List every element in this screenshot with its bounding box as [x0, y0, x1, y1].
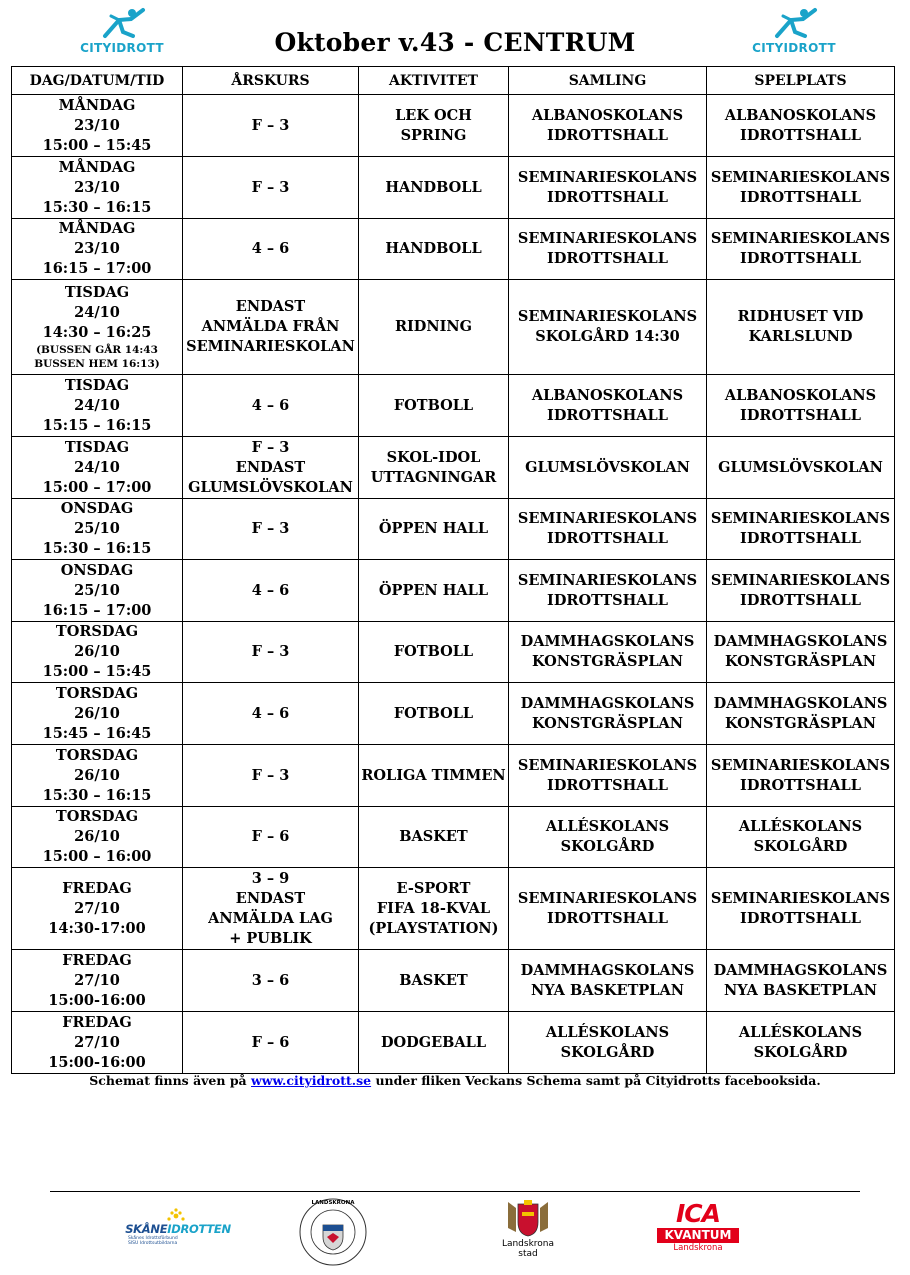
- date-text: 26/10: [74, 643, 120, 660]
- day-text: TISDAG: [64, 284, 130, 301]
- cell-line: GLUMSLÖVSKOLAN: [718, 458, 883, 476]
- table-row: [12, 868, 895, 950]
- cell-line: IDROTTSHALL: [547, 250, 668, 267]
- seal-icon: [298, 1197, 368, 1267]
- activity-cell: [359, 745, 509, 807]
- date-time-cell: [12, 745, 183, 807]
- venue-cell: [707, 683, 895, 745]
- grade-cell: [183, 219, 359, 280]
- day-text: TISDAG: [64, 376, 130, 394]
- cell-line: DAMMHAGSKOLANS: [713, 961, 888, 979]
- time-text: 15:30 – 16:15: [42, 786, 152, 804]
- cell-line: SEMINARIESKOLANS: [517, 510, 698, 527]
- date-text: 23/10: [74, 240, 120, 257]
- cell-line: SKOLGÅRD 14:30: [535, 328, 680, 345]
- cell-line: + PUBLIK: [229, 929, 312, 947]
- activity-cell: [359, 683, 509, 745]
- cell-line: IDROTTSHALL: [740, 126, 861, 144]
- cell-line: SEMINARIESKOLANS: [710, 168, 891, 186]
- meeting-cell: [509, 499, 707, 560]
- cell-line: 3 – 9: [251, 869, 290, 887]
- activity-cell: [359, 280, 509, 375]
- cell-line: SEMINARIESKOLANS: [710, 889, 891, 907]
- date-time-cell: [12, 622, 183, 683]
- meeting-cell: [509, 950, 707, 1012]
- cell-line: SEMINARIESKOLANS: [710, 571, 891, 589]
- cell-line: ALBANOSKOLANS: [531, 106, 684, 124]
- cell-line: IDROTTSHALL: [740, 909, 861, 927]
- table-row: [12, 280, 895, 375]
- day-text: TISDAG: [64, 438, 130, 456]
- table-row: [12, 560, 895, 622]
- table-row: [12, 745, 895, 807]
- skaneidrotten-text: SKÅNE: [125, 1222, 168, 1236]
- cell-line: ALBANOSKOLANS: [531, 386, 684, 404]
- date-time-cell: [12, 560, 183, 622]
- grade-cell: [183, 683, 359, 745]
- table-row: [12, 499, 895, 560]
- table-row: [12, 1012, 895, 1074]
- grade-cell: [183, 950, 359, 1012]
- cell-line: DAMMHAGSKOLANS: [713, 633, 888, 650]
- cell-line: SEMINARIESKOLANS: [517, 168, 698, 186]
- grade-cell: [183, 868, 359, 950]
- cell-line: ALLÉSKOLANS: [545, 1023, 670, 1041]
- activity-cell: [359, 499, 509, 560]
- meeting-cell: [509, 437, 707, 499]
- cell-line: 4 – 6: [251, 581, 290, 599]
- cell-line: SKOLGÅRD: [560, 1043, 655, 1061]
- cell-line: SEMINARIESKOLANS: [710, 756, 891, 774]
- cell-line: BASKET: [399, 828, 468, 845]
- venue-cell: [707, 745, 895, 807]
- time-text: 15:30 – 16:15: [42, 198, 152, 216]
- activity-cell: [359, 868, 509, 950]
- table-header-row: [12, 67, 895, 95]
- time-text: 14:30 – 16:25: [42, 324, 152, 341]
- bus-note: (BUSSEN GÅR 14:43 BUSSEN HEM 16:13): [34, 344, 160, 370]
- skaneidrotten-subtext: Skånes Idrottsförbund: [128, 1236, 178, 1241]
- cell-line: ALLÉSKOLANS: [545, 818, 670, 835]
- cell-line: LEK OCH: [395, 106, 472, 124]
- time-text: 15:00 – 16:00: [42, 848, 152, 865]
- date-text: 24/10: [74, 304, 120, 321]
- date-text: 25/10: [74, 581, 120, 599]
- time-text: 15:00-16:00: [48, 1053, 146, 1071]
- cell-line: ANMÄLDA FRÅN: [201, 318, 340, 335]
- cell-line: GLUMSLÖVSKOLAN: [188, 478, 353, 496]
- cell-line: NYA BASKETPLAN: [723, 981, 877, 999]
- cell-line: ÖPPEN HALL: [378, 581, 489, 599]
- cell-line: IDROTTSHALL: [547, 126, 668, 144]
- table-row: [12, 437, 895, 499]
- grade-cell: [183, 807, 359, 868]
- ica-kvantum-logo: [656, 1201, 740, 1257]
- table-row: [12, 375, 895, 437]
- cell-line: F – 3: [251, 520, 290, 537]
- cell-line: SKOLGÅRD: [560, 838, 655, 855]
- cell-line: KONSTGRÄSPLAN: [724, 714, 877, 732]
- meeting-cell: [509, 745, 707, 807]
- cell-line: 4 – 6: [251, 704, 290, 722]
- venue-cell: [707, 95, 895, 157]
- day-text: TORSDAG: [55, 684, 139, 702]
- meeting-cell: [509, 807, 707, 868]
- activity-cell: [359, 560, 509, 622]
- cell-line: ANMÄLDA LAG: [208, 909, 333, 927]
- activity-cell: [359, 219, 509, 280]
- time-text: 15:00 – 15:45: [42, 663, 152, 680]
- landskrona-stad-text: Landskrona: [501, 1239, 555, 1249]
- venue-cell: [707, 950, 895, 1012]
- schedule-body: [12, 95, 895, 1074]
- page-title: Oktober v.43 - CENTRUM: [274, 28, 636, 57]
- venue-cell: [707, 375, 895, 437]
- date-time-cell: [12, 95, 183, 157]
- cell-line: ENDAST: [235, 298, 306, 315]
- meeting-cell: [509, 622, 707, 683]
- activity-cell: [359, 807, 509, 868]
- cell-line: UTTAGNINGAR: [370, 468, 497, 486]
- cell-line: RIDNING: [394, 318, 473, 335]
- table-row: [12, 95, 895, 157]
- cell-line: IDROTTSHALL: [740, 406, 861, 424]
- cityidrott-logo-text: CITYIDROTT: [80, 41, 164, 55]
- cell-line: (PLAYSTATION): [368, 919, 499, 937]
- cell-line: ALBANOSKOLANS: [724, 386, 877, 404]
- cell-line: SEMINARIESKOLANS: [517, 756, 698, 774]
- time-text: 16:15 – 17:00: [42, 260, 152, 277]
- meeting-cell: [509, 560, 707, 622]
- ica-kvantum-text: KVANTUM: [657, 1228, 739, 1243]
- column-header: SPELPLATS: [707, 67, 895, 95]
- time-text: 15:15 – 16:15: [42, 416, 152, 434]
- skaneidrotten-text: IDROTTEN: [167, 1222, 231, 1236]
- cell-line: 4 – 6: [251, 396, 290, 414]
- table-row: [12, 157, 895, 219]
- cell-line: GLUMSLÖVSKOLAN: [525, 458, 690, 476]
- cell-line: KONSTGRÄSPLAN: [531, 714, 684, 732]
- date-time-cell: [12, 807, 183, 868]
- cell-line: IDROTTSHALL: [547, 776, 668, 794]
- date-text: 25/10: [74, 520, 120, 537]
- day-text: FREDAG: [62, 951, 132, 969]
- cell-line: HANDBOLL: [385, 240, 482, 257]
- sun-dots-icon: [166, 1207, 186, 1223]
- column-header: SAMLING: [509, 67, 707, 95]
- day-text: MÅNDAG: [58, 220, 136, 237]
- footer-divider: [50, 1191, 860, 1192]
- column-header: AKTIVITET: [359, 67, 509, 95]
- cell-line: F – 3: [251, 766, 290, 784]
- cell-line: BASKET: [399, 971, 468, 989]
- cell-line: ALLÉSKOLANS: [738, 1023, 863, 1041]
- cell-line: DAMMHAGSKOLANS: [520, 633, 695, 650]
- time-text: 14:30-17:00: [48, 919, 146, 937]
- table-row: [12, 807, 895, 868]
- cell-line: IDROTTSHALL: [547, 530, 668, 547]
- grade-cell: [183, 95, 359, 157]
- landskrona-stad-logo: [498, 1198, 558, 1264]
- cell-line: DODGEBALL: [380, 1033, 487, 1051]
- skaneidrotten-subtext: SISU Idrottsutbildarna: [128, 1241, 178, 1246]
- meeting-cell: [509, 1012, 707, 1074]
- date-time-cell: [12, 1012, 183, 1074]
- footer-note: [0, 1073, 910, 1088]
- activity-cell: [359, 157, 509, 219]
- cell-line: SKOLGÅRD: [753, 838, 848, 855]
- venue-cell: [707, 157, 895, 219]
- seal-text: LANDSKRONA: [311, 1200, 355, 1206]
- venue-cell: [707, 499, 895, 560]
- meeting-cell: [509, 683, 707, 745]
- date-time-cell: [12, 437, 183, 499]
- day-text: FREDAG: [62, 879, 132, 897]
- cell-line: IDROTTSHALL: [740, 188, 861, 206]
- date-text: 27/10: [74, 971, 120, 989]
- cell-line: SKOLGÅRD: [753, 1043, 848, 1061]
- grade-cell: [183, 1012, 359, 1074]
- date-text: 26/10: [74, 704, 120, 722]
- cell-line: ÖPPEN HALL: [378, 520, 489, 537]
- date-text: 23/10: [74, 116, 120, 134]
- cell-line: NYA BASKETPLAN: [530, 981, 684, 999]
- activity-cell: [359, 622, 509, 683]
- venue-cell: [707, 280, 895, 375]
- date-text: 27/10: [74, 1033, 120, 1051]
- venue-cell: [707, 437, 895, 499]
- cell-line: SEMINARIESKOLANS: [517, 571, 698, 589]
- date-time-cell: [12, 219, 183, 280]
- grade-cell: [183, 375, 359, 437]
- date-text: 26/10: [74, 828, 120, 845]
- venue-cell: [707, 219, 895, 280]
- table-row: [12, 622, 895, 683]
- cell-line: SEMINARIESKOLANS: [517, 308, 698, 325]
- grade-cell: [183, 280, 359, 375]
- date-text: 26/10: [74, 766, 120, 784]
- cell-line: FOTBOLL: [393, 396, 474, 414]
- cell-line: ALBANOSKOLANS: [724, 106, 877, 124]
- cell-line: F – 3: [251, 178, 290, 196]
- date-time-cell: [12, 499, 183, 560]
- day-text: MÅNDAG: [58, 96, 136, 114]
- cell-line: FOTBOLL: [393, 704, 474, 722]
- table-row: [12, 219, 895, 280]
- day-text: TORSDAG: [55, 623, 139, 640]
- grade-cell: [183, 622, 359, 683]
- cell-line: IDROTTSHALL: [740, 530, 861, 547]
- day-text: ONSDAG: [60, 561, 134, 579]
- activity-cell: [359, 950, 509, 1012]
- cell-line: SPRING: [400, 126, 467, 144]
- cell-line: KONSTGRÄSPLAN: [531, 653, 684, 670]
- table-row: [12, 683, 895, 745]
- day-text: TORSDAG: [55, 808, 139, 825]
- cell-line: FIFA 18-KVAL: [376, 899, 491, 917]
- day-text: TORSDAG: [55, 746, 139, 764]
- footer-note-text: under fliken Veckans Schema samt på Cityidrotts facebooksida.: [371, 1073, 821, 1088]
- cell-line: KONSTGRÄSPLAN: [724, 653, 877, 670]
- meeting-cell: [509, 375, 707, 437]
- cell-line: SEMINARIESKOLANS: [710, 510, 891, 527]
- date-time-cell: [12, 683, 183, 745]
- day-text: ONSDAG: [60, 500, 134, 517]
- landskrona-seal-logo: [298, 1197, 368, 1267]
- landskrona-stad-text: stad: [518, 1249, 538, 1259]
- date-time-cell: [12, 280, 183, 375]
- cell-line: 3 – 6: [251, 971, 290, 989]
- cell-line: ROLIGA TIMMEN: [361, 766, 506, 784]
- venue-cell: [707, 622, 895, 683]
- cell-line: DAMMHAGSKOLANS: [520, 694, 695, 712]
- date-text: 24/10: [74, 396, 120, 414]
- cell-line: IDROTTSHALL: [547, 591, 668, 609]
- activity-cell: [359, 437, 509, 499]
- meeting-cell: [509, 280, 707, 375]
- date-text: 27/10: [74, 899, 120, 917]
- day-text: MÅNDAG: [58, 158, 136, 176]
- time-text: 15:00 – 17:00: [42, 478, 152, 496]
- cell-line: HANDBOLL: [385, 178, 482, 196]
- cell-line: DAMMHAGSKOLANS: [520, 961, 695, 979]
- column-header: DAG/DATUM/TID: [12, 67, 183, 95]
- cell-line: ALLÉSKOLANS: [738, 818, 863, 835]
- time-text: 15:30 – 16:15: [42, 540, 152, 557]
- day-text: FREDAG: [62, 1013, 132, 1031]
- grade-cell: [183, 157, 359, 219]
- venue-cell: [707, 807, 895, 868]
- column-header: ÅRSKURS: [183, 67, 359, 95]
- footer-note-text: Schemat finns även på: [89, 1073, 252, 1088]
- grade-cell: [183, 499, 359, 560]
- schedule-table: [11, 66, 895, 1074]
- venue-cell: [707, 560, 895, 622]
- ica-brand-text: ICA: [676, 1199, 720, 1228]
- venue-cell: [707, 868, 895, 950]
- meeting-cell: [509, 868, 707, 950]
- time-text: 15:45 – 16:45: [42, 724, 152, 742]
- cell-line: IDROTTSHALL: [740, 250, 861, 267]
- cell-line: ENDAST: [235, 458, 306, 476]
- cell-line: E-SPORT: [396, 879, 471, 897]
- cell-line: 4 – 6: [251, 240, 290, 257]
- grade-cell: [183, 437, 359, 499]
- table-row: [12, 950, 895, 1012]
- activity-cell: [359, 95, 509, 157]
- cell-line: F – 6: [251, 828, 290, 845]
- date-time-cell: [12, 375, 183, 437]
- date-time-cell: [12, 950, 183, 1012]
- cell-line: IDROTTSHALL: [547, 406, 668, 424]
- date-time-cell: [12, 157, 183, 219]
- time-text: 16:15 – 17:00: [42, 601, 152, 619]
- cell-line: F – 6: [251, 1033, 290, 1051]
- ica-place-text: Landskrona: [673, 1243, 723, 1253]
- cell-line: IDROTTSHALL: [740, 776, 861, 794]
- website-link[interactable]: www.cityidrott.se: [251, 1073, 372, 1088]
- grade-cell: [183, 745, 359, 807]
- cell-line: SEMINARIESKOLANS: [710, 230, 891, 247]
- cell-line: SEMINARIESKOLANS: [517, 889, 698, 907]
- date-text: 24/10: [74, 458, 120, 476]
- time-text: 15:00 – 15:45: [42, 136, 152, 154]
- activity-cell: [359, 375, 509, 437]
- cell-line: IDROTTSHALL: [547, 909, 668, 927]
- coat-of-arms-icon: [500, 1198, 556, 1238]
- cell-line: SEMINARIESKOLAN: [186, 338, 355, 355]
- cell-line: SEMINARIESKOLANS: [517, 230, 698, 247]
- date-text: 23/10: [74, 178, 120, 196]
- grade-cell: [183, 560, 359, 622]
- meeting-cell: [509, 95, 707, 157]
- cell-line: F – 3: [251, 643, 290, 660]
- cell-line: DAMMHAGSKOLANS: [713, 694, 888, 712]
- cityidrott-logo-text: CITYIDROTT: [752, 41, 836, 55]
- date-time-cell: [12, 868, 183, 950]
- meeting-cell: [509, 157, 707, 219]
- cell-line: ENDAST: [235, 889, 306, 907]
- cell-line: IDROTTSHALL: [547, 188, 668, 206]
- venue-cell: [707, 1012, 895, 1074]
- cell-line: F – 3: [251, 116, 290, 134]
- cell-line: F – 3: [251, 438, 290, 456]
- time-text: 15:00-16:00: [48, 991, 146, 1009]
- meeting-cell: [509, 219, 707, 280]
- skaneidrotten-logo: [122, 1207, 234, 1247]
- cell-line: RIDHUSET VID: [737, 308, 864, 325]
- cell-line: KARLSLUND: [748, 328, 853, 345]
- cell-line: FOTBOLL: [393, 643, 474, 660]
- activity-cell: [359, 1012, 509, 1074]
- cell-line: IDROTTSHALL: [740, 591, 861, 609]
- cell-line: SKOL-IDOL: [386, 448, 481, 466]
